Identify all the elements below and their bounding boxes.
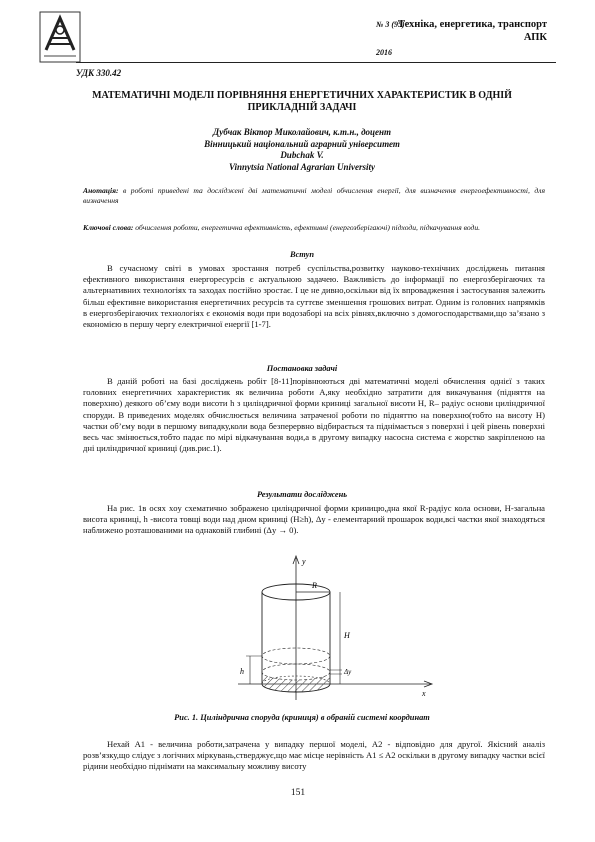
author-name-en: Dubchak V. — [280, 150, 324, 160]
paper-title: МАТЕМАТИЧНІ МОДЕЛІ ПОРІВНЯННЯ ЕНЕРГЕТИЧНИХ ХАРАКТЕРИСТИК В ОДНІЙ ПРИКЛАДНІЙ ЗАДАЧІ — [92, 90, 512, 113]
abstract — [83, 186, 545, 206]
journal-year: 2016 — [376, 48, 392, 57]
keywords — [83, 223, 545, 233]
page-number: 151 — [290, 788, 306, 798]
label-y: y — [302, 557, 306, 566]
author-block — [78, 127, 526, 173]
journal-logo-icon — [36, 10, 84, 64]
label-H: H — [344, 631, 350, 640]
abstract-label: Анотація: — [83, 186, 119, 195]
udk-code: УДК 330.42 — [76, 68, 122, 78]
journal-title: Техніка, енергетика, транспорт АПК — [397, 19, 547, 43]
section-heading-intro: Вступ — [290, 250, 314, 259]
intro-paragraph: В сучасному світі в умовах зростання потреб суспільства,розвитку науково-технічних досліджень питання ефективного використання енергоресурсів є актуальною задачею. Важливість до інформації по енергозберігаючих та альтернативних технологіях та заходах постійно зростає. І це не дивно,оскільки від їх впровадження і застосування залежить більш ефективне використання енергетичних ресурсів та суттєве зменшення грошових витрат. Одним із головних напрямків в енергозберігаючих технологіях є економія води при водозаборі на всіх рівнях,включно з домогосподарствами,що за’язано з економією в першу чергу електричної енергії [1-7]. — [83, 263, 545, 330]
keywords-label: Ключові слова: — [83, 223, 134, 232]
cylinder-figure — [236, 552, 436, 704]
header-divider — [76, 62, 556, 63]
problem-paragraph: В даній роботі на базі досліджень робіт [8-11]порівнюються дві математичні моделі обчислення однієї з таких головних енергетичних характеристик як величина роботи A,яку необхідно затратити для викачування (підняття на поверхню) деякого об’єму води висоти h з циліндричної форми криниці загальної висоти H, R– радіус основи циліндричної споруди. В приведених моделях обчислюється величина затраченої роботи по підняттю на поверхню(тобто на висоту H) частки об’єму води в першому випадку,коли вода безперервно відбирається та піднімається з поверхні і цей рівень поверхні весь час змінюється,тобто падає по мірі відкачування води,а в другому випадку насосна система є жорстко закріпленою на дні циліндричної криниці (див.рис.1). — [83, 376, 545, 454]
section-heading-results: Результати досліджень — [256, 490, 348, 499]
results-paragraph: На рис. 1в осях xoy схематично зображено циліндричної форми криницю,дна якої R-радіус кола основи, H-загальна висота криниці, h -висота товщі води над дном криниці (H≥h), Δy - елементарний прошарок води,всі частки якої знаходяться наближено розташованими на однаковій глибині (Δy → 0). — [83, 503, 545, 536]
label-dy: Δy — [344, 668, 352, 676]
label-R: R — [312, 581, 317, 590]
author-affiliation-en: Vinnytsia National Agrarian University — [229, 161, 375, 172]
label-h: h — [240, 667, 244, 676]
author-name: Дубчак Віктор Миколайович, к.т.н., доцент — [212, 127, 392, 137]
keywords-text: обчислення роботи, енергетична ефективність, ефективні (енергозберігаючі) підходи, підкачування води. — [133, 223, 481, 232]
author-affiliation: Вінницький національний аграрний університет — [204, 138, 400, 149]
label-x: x — [422, 689, 426, 698]
section-heading-problem: Постановка задачі — [266, 364, 338, 373]
figure-caption: Рис. 1. Циліндрична споруда (криниця) в обраній системі координат — [174, 713, 430, 722]
journal-number: № 3 (95) — [376, 20, 405, 29]
abstract-text: в роботі приведені та досліджені дві математичні моделі обчислення енергії, для визначення енергоефективності, для визначення — [83, 186, 545, 205]
final-paragraph: Нехай A1 - величина роботи,затрачена у випадку першої моделі, A2 - відповідно для другої. Якісний аналіз розв’язку,що слідує з логічних міркувань,стверджує,що має місце нерівність A1 ≤ A2 оскільки в другому випадку частки всієї рідини необхідно піднімати на максимальну можливу висоту — [83, 739, 545, 772]
